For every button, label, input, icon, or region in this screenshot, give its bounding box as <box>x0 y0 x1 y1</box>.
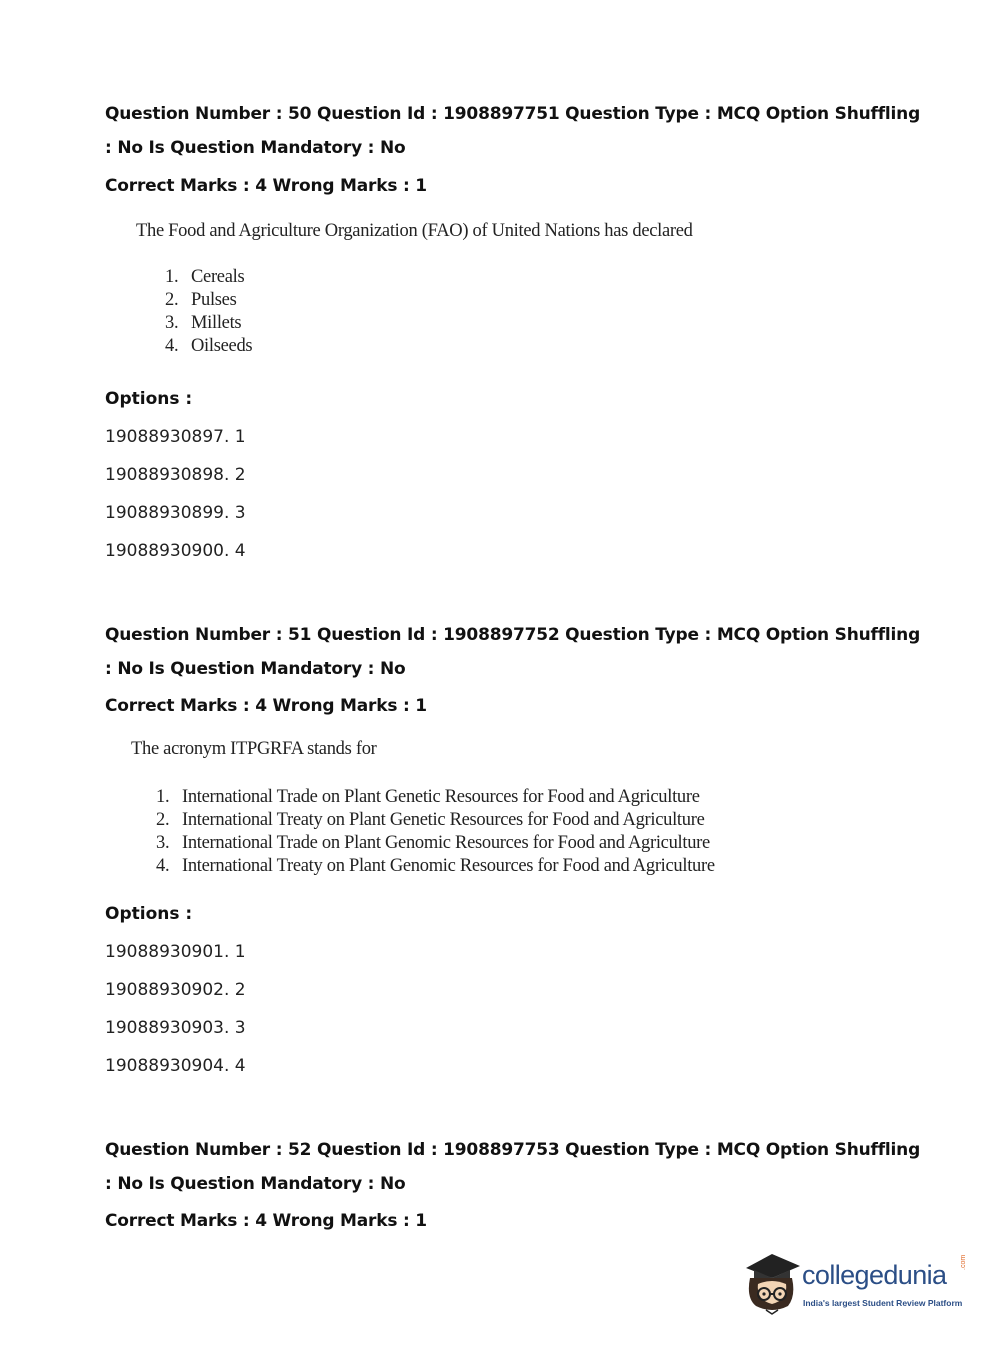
mascot-icon <box>742 1248 802 1318</box>
option-item: 19088930903. 3 <box>105 1018 246 1038</box>
question-50-header: Question Number : 50 Question Id : 1908897751 Question Type : MCQ Option Shuffling : No Is Question Mandatory : No <box>105 104 921 158</box>
option-item: 19088930901. 1 <box>105 942 246 962</box>
question-50-stem: The Food and Agriculture Organization (FAO) of United Nations has declared <box>136 221 693 241</box>
question-50-choices <box>165 266 252 358</box>
logo-tagline: India's largest Student Review Platform <box>803 1298 963 1308</box>
list-item: 4. International Treaty on Plant Genomic Resources for Food and Agriculture <box>156 856 715 876</box>
option-item: 19088930900. 4 <box>105 541 246 561</box>
option-item: 19088930899. 3 <box>105 503 246 523</box>
question-51-marks: Correct Marks : 4 Wrong Marks : 1 <box>105 696 427 716</box>
question-50-marks: Correct Marks : 4 Wrong Marks : 1 <box>105 176 427 196</box>
options-label: Options : <box>105 389 193 409</box>
question-51-stem: The acronym ITPGRFA stands for <box>131 739 377 759</box>
list-item: 1. International Trade on Plant Genetic Resources for Food and Agriculture <box>156 787 700 807</box>
list-item: 1. Cereals <box>165 267 245 287</box>
question-51-header: Question Number : 51 Question Id : 1908897752 Question Type : MCQ Option Shuffling : No Is Question Mandatory : No <box>105 625 921 679</box>
option-item: 19088930904. 4 <box>105 1056 246 1076</box>
list-item: 3. Millets <box>165 313 242 333</box>
logo-suffix: .com <box>960 1254 967 1270</box>
option-item: 19088930902. 2 <box>105 980 246 1000</box>
option-item: 19088930898. 2 <box>105 465 246 485</box>
question-52-header: Question Number : 52 Question Id : 1908897753 Question Type : MCQ Option Shuffling : No Is Question Mandatory : No <box>105 1140 921 1194</box>
collegedunia-logo <box>742 1248 972 1318</box>
options-label: Options : <box>105 904 193 924</box>
question-52-marks: Correct Marks : 4 Wrong Marks : 1 <box>105 1211 427 1231</box>
question-51-choices <box>156 786 715 878</box>
list-item: 2. International Treaty on Plant Genetic Resources for Food and Agriculture <box>156 810 705 830</box>
logo-wordmark: collegedunia <box>802 1260 947 1290</box>
list-item: 4. Oilseeds <box>165 336 253 356</box>
list-item: 2. Pulses <box>165 290 237 310</box>
list-item: 3. International Trade on Plant Genomic Resources for Food and Agriculture <box>156 833 710 853</box>
option-item: 19088930897. 1 <box>105 427 246 447</box>
